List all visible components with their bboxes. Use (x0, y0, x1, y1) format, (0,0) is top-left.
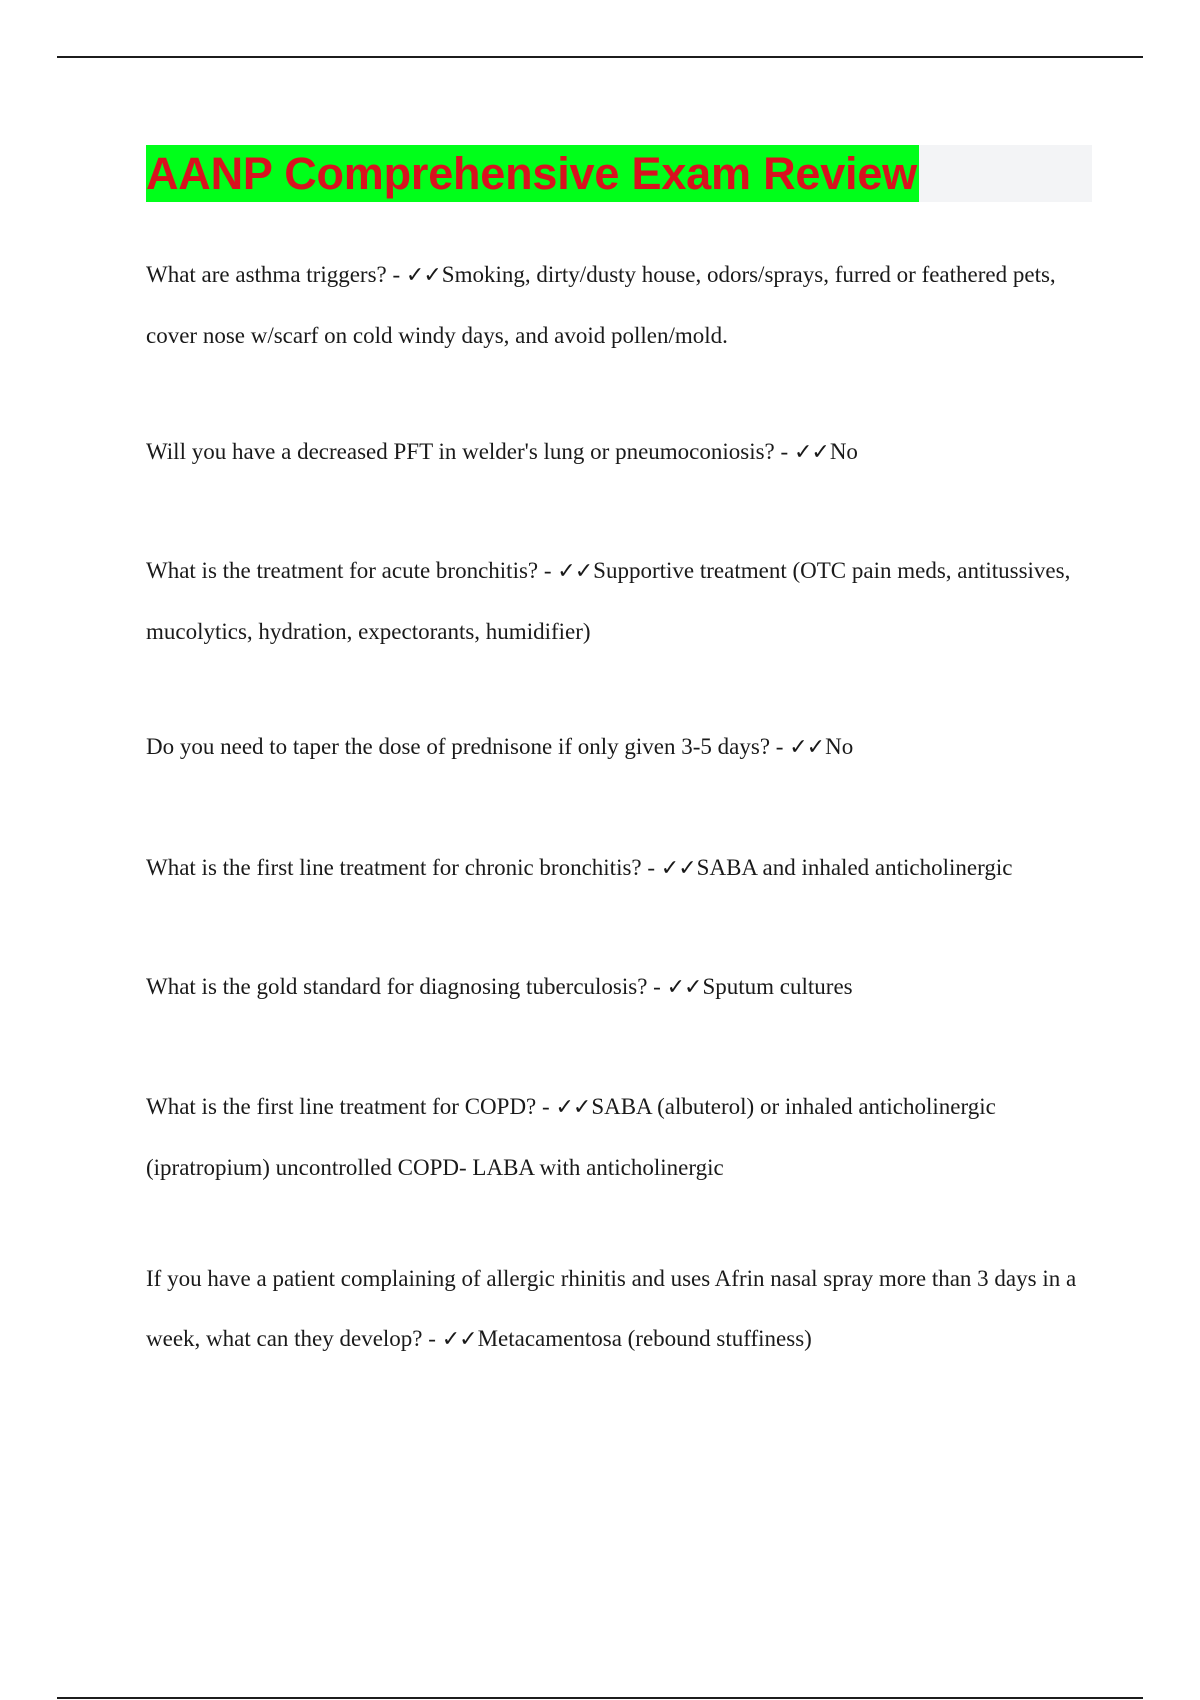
qa-item (146, 1077, 1106, 1198)
document-title: AANP Comprehensive Exam Review (146, 145, 919, 202)
question-text: If you have a patient complaining of allergic rhinitis and uses Afrin nasal spray more than 3 days in a week, what can they develop? (146, 1266, 1077, 1351)
double-check-icon: ✓✓ (793, 440, 829, 465)
double-check-icon: ✓✓ (555, 1095, 591, 1120)
separator: - (538, 558, 558, 583)
double-check-icon: ✓✓ (666, 975, 702, 1000)
separator: - (770, 734, 790, 759)
question-text: What is the first line treatment for COPD? (146, 1094, 537, 1119)
question-text: What are asthma triggers? (146, 262, 387, 287)
separator: - (641, 855, 661, 880)
question-text: What is the first line treatment for chronic bronchitis? (146, 855, 642, 880)
qa-item (146, 717, 1106, 778)
answer-text: No (825, 734, 854, 759)
bottom-divider (57, 1697, 1143, 1699)
answer-text: Smoking, dirty/dusty house, odors/sprays, furred or feathered pets, cover nose w/scarf on cold windy days, and avoid pollen/mold. (146, 262, 1056, 348)
double-check-icon: ✓✓ (789, 735, 825, 760)
separator: - (386, 262, 406, 287)
separator: - (647, 974, 667, 999)
top-divider (57, 56, 1143, 58)
question-text: Will you have a decreased PFT in welder's lung or pneumoconiosis? (146, 439, 775, 464)
qa-item (146, 838, 1106, 899)
qa-item (146, 245, 1106, 366)
answer-text: No (829, 439, 858, 464)
double-check-icon: ✓✓ (660, 856, 696, 881)
title-banner (146, 145, 1092, 202)
answer-text: Sputum cultures (702, 974, 853, 999)
question-text: Do you need to taper the dose of prednisone if only given 3-5 days? (146, 734, 771, 759)
question-text: What is the gold standard for diagnosing tuberculosis? (146, 974, 648, 999)
double-check-icon: ✓✓ (405, 263, 441, 288)
answer-text: Supportive treatment (OTC pain meds, antitussives, mucolytics, hydration, expectorants, humidifier) (146, 558, 1071, 644)
separator: - (536, 1094, 556, 1119)
double-check-icon: ✓✓ (441, 1327, 477, 1352)
answer-text: SABA and inhaled anticholinergic (696, 855, 1013, 880)
qa-item (146, 422, 1106, 483)
answer-text: Metacamentosa (rebound stuffiness) (477, 1326, 812, 1351)
qa-item (146, 1249, 1106, 1370)
separator: - (774, 439, 794, 464)
qa-item (146, 957, 1106, 1018)
double-check-icon: ✓✓ (557, 559, 593, 584)
question-text: What is the treatment for acute bronchitis? (146, 558, 539, 583)
qa-item (146, 541, 1106, 662)
answer-text: SABA (albuterol) or inhaled anticholinergic (ipratropium) uncontrolled COPD- LABA with anticholinergic (146, 1094, 996, 1180)
separator: - (422, 1326, 442, 1351)
